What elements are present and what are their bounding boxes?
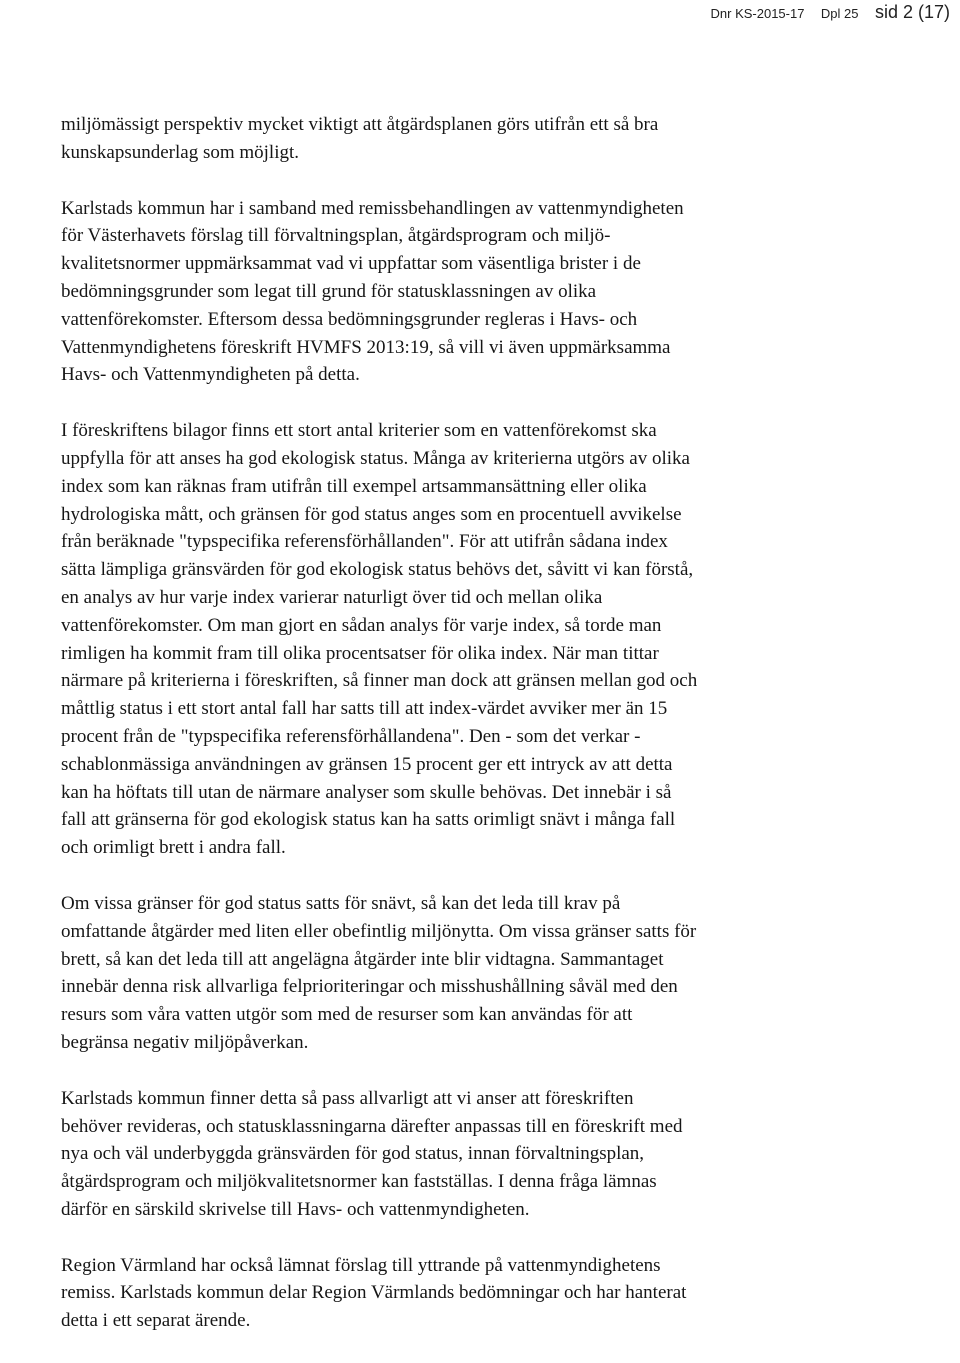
diary-plan-number: Dpl 25 xyxy=(820,6,859,21)
text-line: index som kan räknas fram utifrån till exempel artsammansättning eller olika xyxy=(61,475,647,497)
text-line: fall att gränserna för god ekologisk status kan ha satts orimligt snävt i många fall xyxy=(61,809,676,831)
text-line: närmare på kriterierna i föreskriften, så finner man dock att gränsen mellan god och xyxy=(61,670,698,692)
text-line: Vattenmyndighetens föreskrift HVMFS 2013:19, så vill vi även uppmärksamma xyxy=(61,336,671,358)
document-body xyxy=(61,111,921,1363)
text-line: begränsa negativ miljöpåverkan. xyxy=(61,1031,309,1053)
paragraph xyxy=(61,1085,921,1224)
page-header xyxy=(711,2,950,23)
paragraph xyxy=(61,890,921,1057)
text-line: omfattande åtgärder med liten eller obefintlig miljönytta. Om vissa gränser satts för xyxy=(61,920,697,942)
text-line: rimligen ha kommit fram till olika procentsatser för olika index. När man tittar xyxy=(61,642,659,664)
text-line: vattenförekomster. Om man gjort en sådan analys för varje index, så torde man xyxy=(61,614,662,636)
text-line: brett, så kan det leda till att angelägna åtgärder inte blir vidtagna. Sammantaget xyxy=(61,948,664,970)
text-line: Karlstads kommun har i samband med remissbehandlingen av vattenmyndigheten xyxy=(61,197,684,219)
text-line: kunskapsunderlag som möjligt. xyxy=(61,141,300,163)
paragraph xyxy=(61,195,921,390)
text-line: uppfylla för att anses ha god ekologisk status. Många av kriterierna utgörs av olika xyxy=(61,447,690,469)
text-line: I föreskriftens bilagor finns ett stort antal kriterier som en vattenförekomst ska xyxy=(61,420,657,442)
text-line: behöver revideras, och statusklassningarna därefter anpassas till en föreskrift med xyxy=(61,1115,683,1137)
text-line: Karlstads kommun finner detta så pass allvarligt att vi anser att föreskriften xyxy=(61,1087,634,1109)
paragraph xyxy=(61,1252,921,1335)
text-line: detta i ett separat ärende. xyxy=(61,1310,251,1332)
text-line: och orimligt brett i andra fall. xyxy=(61,837,286,859)
text-line: resurs som våra vatten utgör som med de resurser som kan användas för att xyxy=(61,1004,633,1026)
text-line: en analys av hur varje index varierar naturligt över tid och mellan olika xyxy=(61,586,603,608)
text-line: sätta lämpliga gränsvärden för god ekologisk status behövs det, såvitt vi kan förstå, xyxy=(61,559,694,581)
text-line: kan ha höftats till utan de närmare analyser som skulle behövas. Det innebär i så xyxy=(61,781,672,803)
text-line: Om vissa gränser för god status satts för snävt, så kan det leda till krav på xyxy=(61,892,621,914)
page-number: sid 2 (17) xyxy=(874,2,950,22)
paragraph xyxy=(61,417,921,862)
text-line: måttlig status i ett stort antal fall har satts till att index-värdet avviker mer än 15 xyxy=(61,698,668,720)
text-line: remiss. Karlstads kommun delar Region Värmlands bedömningar och har hanterat xyxy=(61,1282,687,1304)
text-line: Region Värmland har också lämnat förslag till yttrande på vattenmyndighetens xyxy=(61,1254,661,1276)
document-number: Dnr KS-2015-17 xyxy=(710,6,805,21)
text-line: procent från de "typspecifika referensförhållandena". Den - som det verkar - xyxy=(61,725,641,747)
text-line: schablonmässiga användningen av gränsen 15 procent ger ett intryck av att detta xyxy=(61,753,673,775)
text-line: därför en särskild skrivelse till Havs- och vattenmyndigheten. xyxy=(61,1198,530,1220)
paragraph xyxy=(61,111,921,167)
text-line: för Västerhavets förslag till förvaltningsplan, åtgärdsprogram och miljö- xyxy=(61,225,611,247)
text-line: åtgärdsprogram och miljökvalitetsnormer kan fastställas. I denna fråga lämnas xyxy=(61,1171,657,1193)
text-line: bedömningsgrunder som legat till grund för statusklassningen av olika xyxy=(61,280,597,302)
text-line: kvalitetsnormer uppmärksammat vad vi uppfattar som väsentliga brister i de xyxy=(61,253,641,275)
text-line: från beräknade "typspecifika referensförhållanden". För att utifrån sådana index xyxy=(61,531,668,553)
text-line: miljömässigt perspektiv mycket viktigt att åtgärdsplanen görs utifrån ett så bra xyxy=(61,114,659,135)
text-line: nya och väl underbyggda gränsvärden för god status, innan förvaltningsplan, xyxy=(61,1143,645,1165)
text-line: vattenförekomster. Eftersom dessa bedömningsgrunder regleras i Havs- och xyxy=(61,308,638,330)
text-line: Havs- och Vattenmyndigheten på detta. xyxy=(61,364,360,386)
text-line: hydrologiska mått, och gränsen för god status anges som en procentuell avvikelse xyxy=(61,503,682,525)
text-line: innebär denna risk allvarliga felprioriteringar och misshushållning såväl med den xyxy=(61,976,678,998)
